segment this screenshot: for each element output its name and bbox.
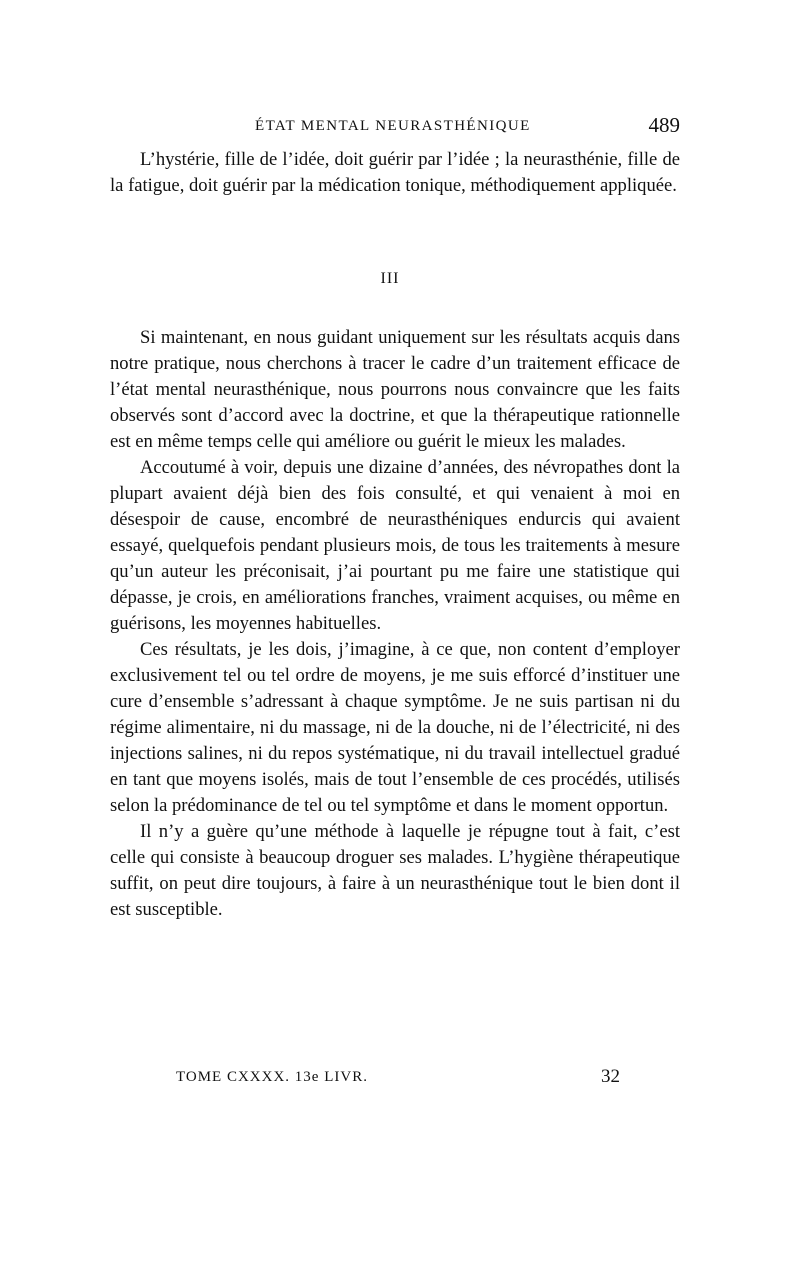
section-body (110, 325, 680, 923)
intro-text-block (110, 147, 680, 199)
running-title: ÉTAT MENTAL NEURASTHÉNIQUE (255, 118, 531, 134)
paragraph-hysteria: L’hystérie, fille de l’idée, doit guérir par l’idée ; la neurasthénie, fille de la fatigue, doit guérir par la médication tonique, méthodiquement appliquée. (110, 149, 680, 196)
running-head (110, 115, 680, 143)
paragraph-3: Ces résultats, je les dois, j’imagine, à ce que, non content d’employer exclusivement tel ou tel ordre de moyens, je me suis efforcé d’instituer une cure d’ensemble s’adressant à chaque symptôme. Je ne suis partisan ni du régime alimentaire, ni du massage, ni de la douche, ni de l’électricité, ni des injections salines, ni du repos systématique, ni du travail intellectuel gradué en tant que moyens isolés, mais de tout l’ensemble de ces procédés, utilisés selon la prédominance de tel ou tel symptôme et dans le moment opportun. (110, 639, 680, 816)
section-heading: III (380, 270, 400, 287)
page-number: 489 (648, 113, 680, 137)
signature-mark: 32 (601, 1066, 620, 1087)
paragraph-1: Si maintenant, en nous guidant uniquement sur les résultats acquis dans notre pratique, nous cherchons à tracer le cadre d’un traitement efficace de l’état mental neurasthénique, nous pourrons nous convaincre que les faits observés sont d’accord avec la doctrine, et que la thérapeutique rationnelle est en même temps celle qui améliore ou guérit le mieux les malades. (110, 327, 680, 452)
page-footer (110, 1066, 680, 1090)
paragraph-2: Accoutumé à voir, depuis une dizaine d’années, des névropathes dont la plupart avaient déjà bien des fois consulté, et qui venaient à moi en désespoir de cause, encombré de neurasthéniques endurcis qui avaient essayé, quelquefois pendant plusieurs mois, de tous les traitements à mesure qu’un auteur les préconisait, j’ai pourtant pu me faire une statistique qui dépasse, je crois, en améliorations franches, vraiment acquises, ou même en guérisons, les moyennes habituelles. (110, 457, 680, 634)
paragraph-4: Il n’y a guère qu’une méthode à laquelle je répugne tout à fait, c’est celle qui consiste à beaucoup droguer ses malades. L’hygiène thérapeutique suffit, on peut dire toujours, à faire à un neurasthénique tout le bien dont il est susceptible. (110, 821, 680, 920)
tome-label: TOME CXXXX. 13e LIVR. (176, 1069, 368, 1085)
